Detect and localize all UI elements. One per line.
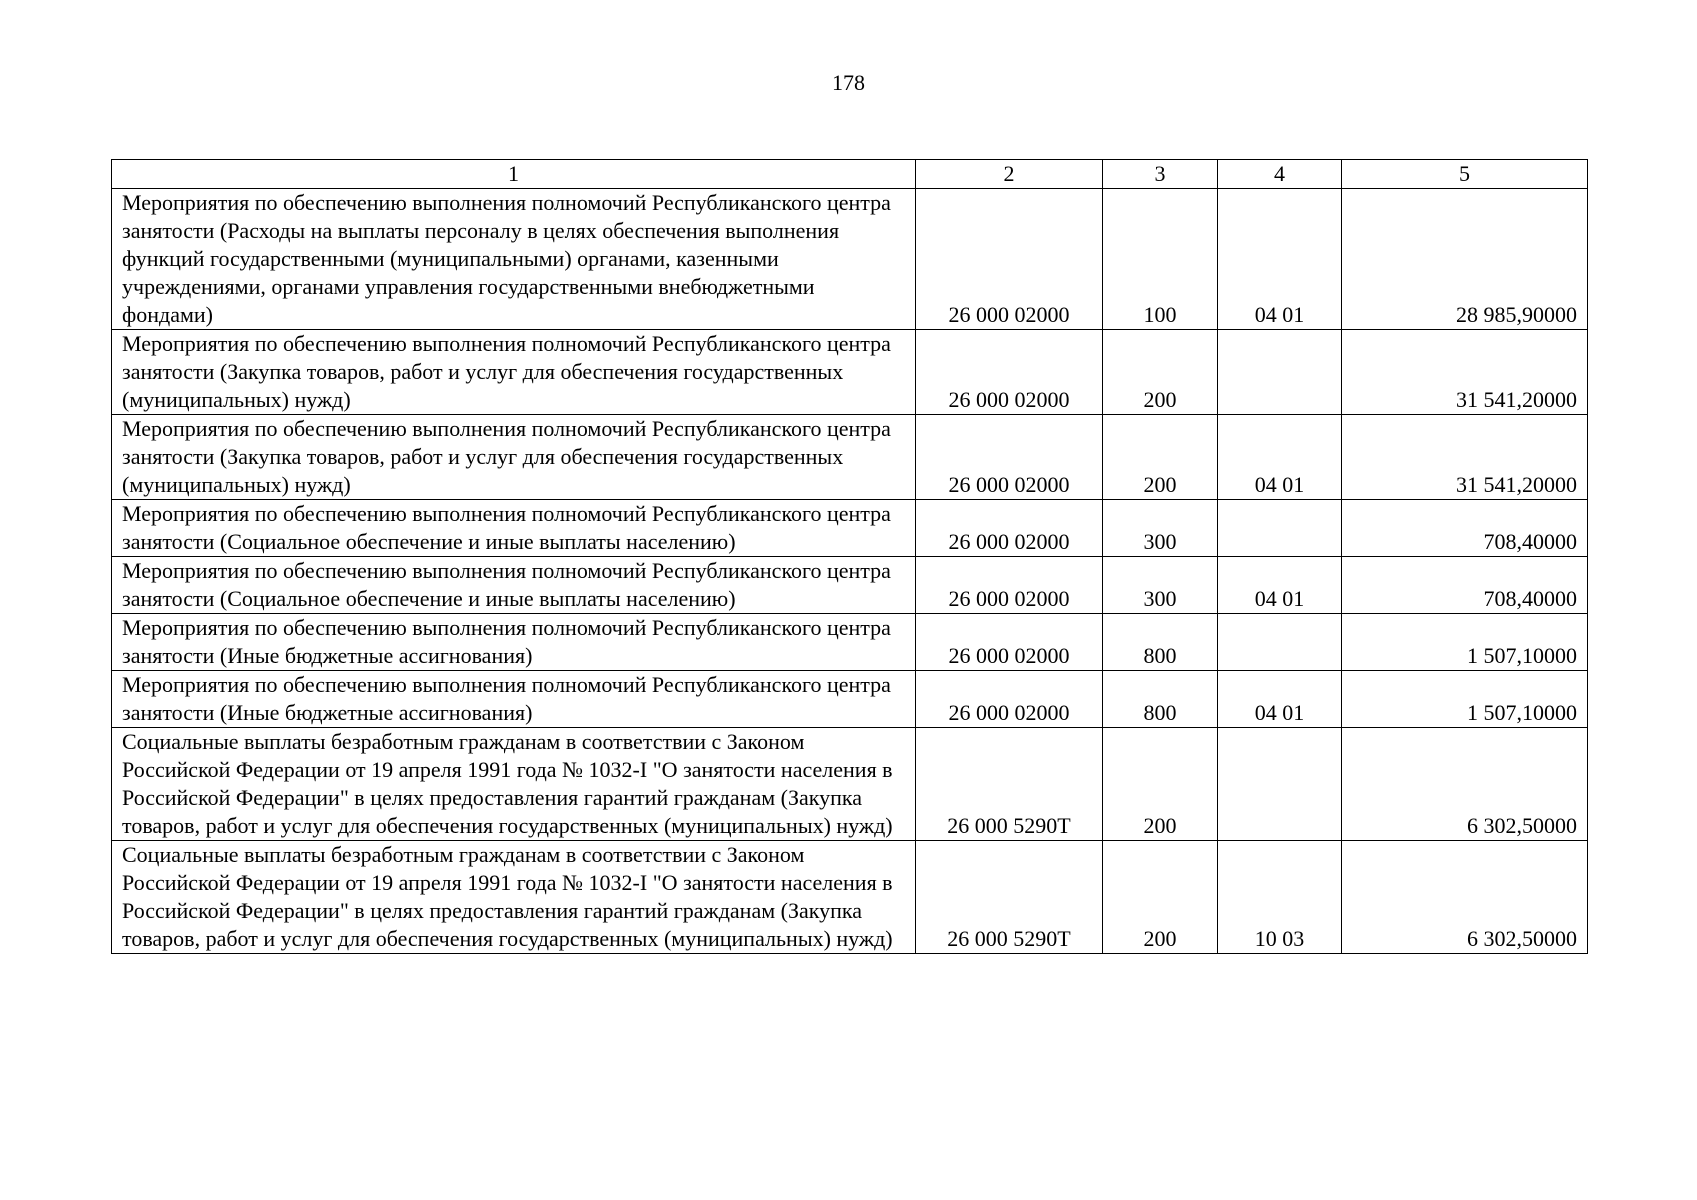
row-amount: 28 985,90000 — [1342, 189, 1588, 330]
table-row — [112, 728, 1588, 841]
row-description: Мероприятия по обеспечению выполнения полномочий Республиканского центра занятости (Иные бюджетные ассигнования) — [112, 614, 916, 671]
row-type: 300 — [1103, 500, 1218, 557]
row-type: 200 — [1103, 841, 1218, 954]
row-type: 100 — [1103, 189, 1218, 330]
table-row — [112, 189, 1588, 330]
row-code: 26 000 02000 — [916, 189, 1103, 330]
table-row — [112, 415, 1588, 500]
row-description: Мероприятия по обеспечению выполнения полномочий Республиканского центра занятости (Закупка товаров, работ и услуг для обеспечения государственных (муниципальных) нужд) — [112, 415, 916, 500]
row-amount: 708,40000 — [1342, 557, 1588, 614]
row-section: 04 01 — [1218, 671, 1342, 728]
column-header-3: 3 — [1103, 160, 1218, 189]
row-description: Социальные выплаты безработным гражданам в соответствии с Законом Российской Федерации от 19 апреля 1991 года № 1032-I "О занятости населения в Российской Федерации" в целях предоставления гарантий гражданам (Закупка товаров, работ и услуг для обеспечения государственных (муниципальных) нужд) — [112, 841, 916, 954]
table-row — [112, 671, 1588, 728]
row-description: Мероприятия по обеспечению выполнения полномочий Республиканского центра занятости (Иные бюджетные ассигнования) — [112, 671, 916, 728]
page-number: 178 — [832, 70, 865, 95]
row-amount: 1 507,10000 — [1342, 614, 1588, 671]
row-code: 26 000 02000 — [916, 415, 1103, 500]
row-section: 10 03 — [1218, 841, 1342, 954]
row-type: 300 — [1103, 557, 1218, 614]
row-section — [1218, 728, 1342, 841]
row-section — [1218, 614, 1342, 671]
table-header-row — [112, 160, 1588, 189]
row-type: 200 — [1103, 330, 1218, 415]
row-description: Мероприятия по обеспечению выполнения полномочий Республиканского центра занятости (Социальное обеспечение и иные выплаты населению) — [112, 500, 916, 557]
column-header-5: 5 — [1342, 160, 1588, 189]
table-row — [112, 330, 1588, 415]
row-code: 26 000 02000 — [916, 557, 1103, 614]
row-section: 04 01 — [1218, 189, 1342, 330]
row-type: 800 — [1103, 614, 1218, 671]
row-description: Социальные выплаты безработным гражданам в соответствии с Законом Российской Федерации от 19 апреля 1991 года № 1032-I "О занятости населения в Российской Федерации" в целях предоставления гарантий гражданам (Закупка товаров, работ и услуг для обеспечения государственных (муниципальных) нужд) — [112, 728, 916, 841]
row-section — [1218, 330, 1342, 415]
row-amount: 31 541,20000 — [1342, 415, 1588, 500]
row-type: 200 — [1103, 728, 1218, 841]
row-amount: 6 302,50000 — [1342, 728, 1588, 841]
table-row — [112, 841, 1588, 954]
row-section — [1218, 500, 1342, 557]
row-code: 26 000 5290Т — [916, 728, 1103, 841]
row-section: 04 01 — [1218, 415, 1342, 500]
row-code: 26 000 5290Т — [916, 841, 1103, 954]
column-header-2: 2 — [916, 160, 1103, 189]
row-code: 26 000 02000 — [916, 671, 1103, 728]
column-header-1: 1 — [112, 160, 916, 189]
table-row — [112, 557, 1588, 614]
row-code: 26 000 02000 — [916, 330, 1103, 415]
budget-table — [111, 159, 1588, 954]
row-amount: 31 541,20000 — [1342, 330, 1588, 415]
column-header-4: 4 — [1218, 160, 1342, 189]
table-row — [112, 614, 1588, 671]
row-section: 04 01 — [1218, 557, 1342, 614]
row-code: 26 000 02000 — [916, 614, 1103, 671]
row-description: Мероприятия по обеспечению выполнения полномочий Республиканского центра занятости (Социальное обеспечение и иные выплаты населению) — [112, 557, 916, 614]
table-row — [112, 500, 1588, 557]
row-type: 200 — [1103, 415, 1218, 500]
row-code: 26 000 02000 — [916, 500, 1103, 557]
row-amount: 6 302,50000 — [1342, 841, 1588, 954]
row-type: 800 — [1103, 671, 1218, 728]
row-amount: 1 507,10000 — [1342, 671, 1588, 728]
row-description: Мероприятия по обеспечению выполнения полномочий Республиканского центра занятости (Закупка товаров, работ и услуг для обеспечения государственных (муниципальных) нужд) — [112, 330, 916, 415]
row-amount: 708,40000 — [1342, 500, 1588, 557]
row-description: Мероприятия по обеспечению выполнения полномочий Республиканского центра занятости (Расходы на выплаты персоналу в целях обеспечения выполнения функций государственными (муниципальными) органами, казенными учреждениями, органами управления государственными внебюджетными фондами) — [112, 189, 916, 330]
